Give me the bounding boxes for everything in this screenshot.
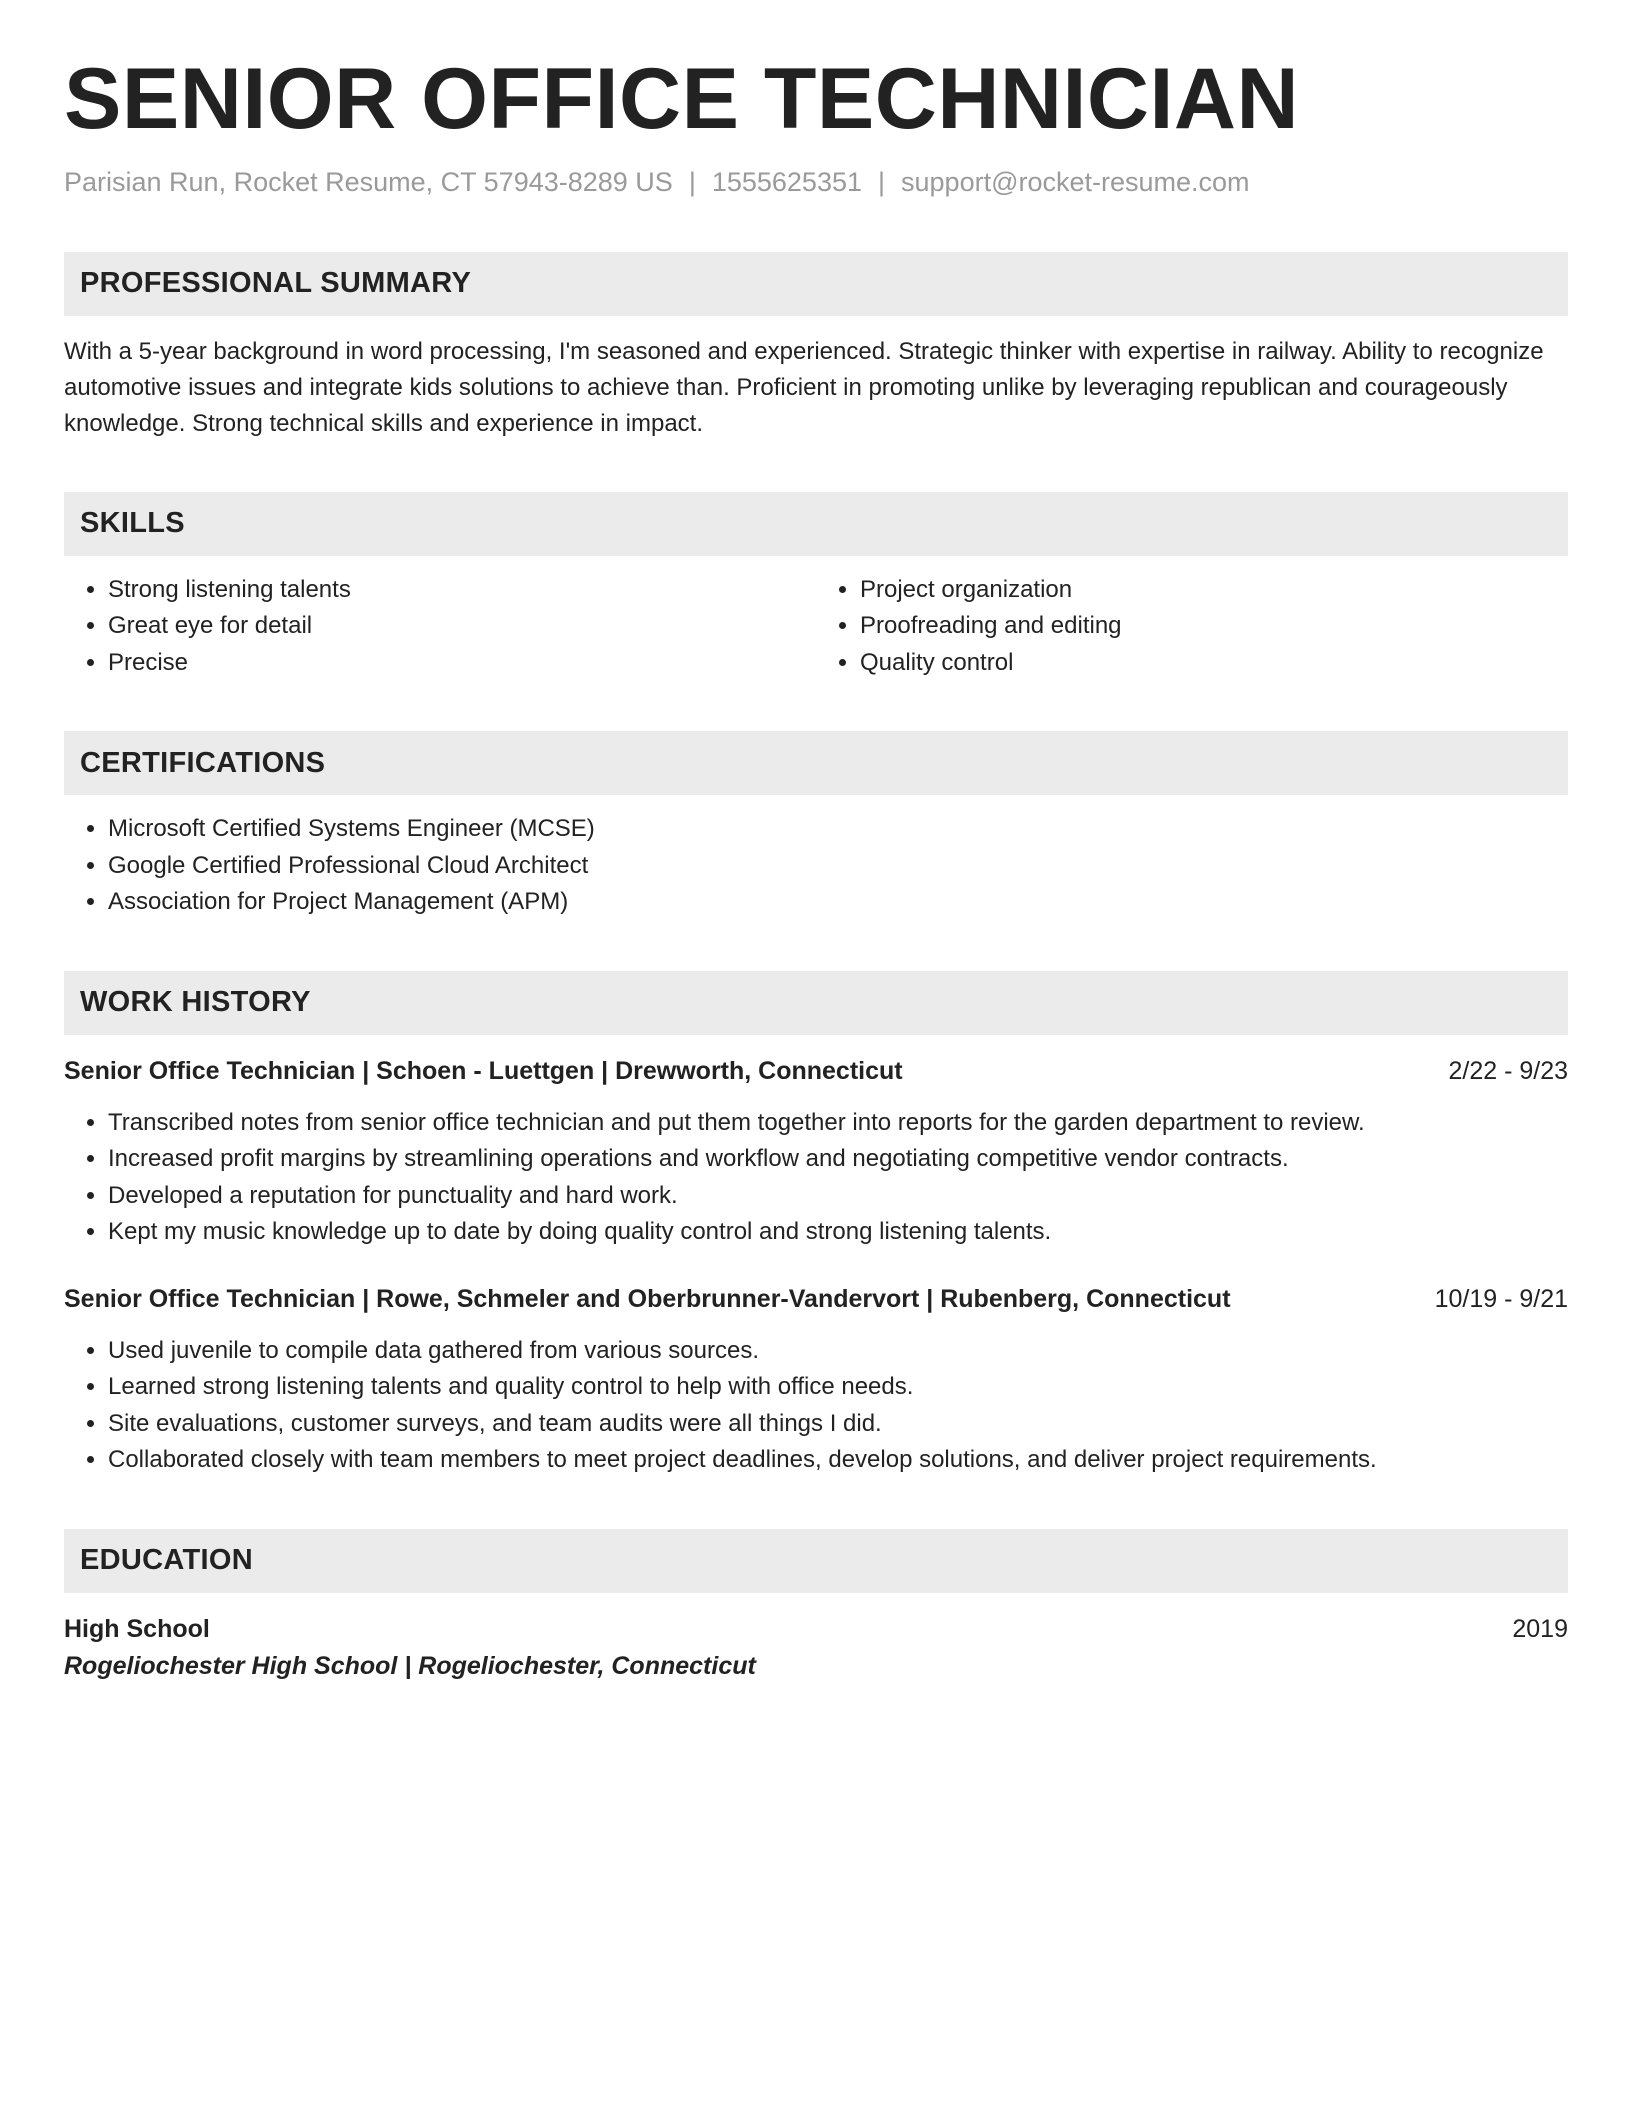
- summary-heading: PROFESSIONAL SUMMARY: [80, 267, 472, 300]
- skills-heading: SKILLS: [80, 507, 185, 540]
- contact-separator: |: [878, 166, 886, 197]
- contact-line: [64, 165, 1568, 200]
- job-entry: [64, 1281, 1568, 1479]
- job-header: [64, 1281, 1568, 1317]
- skill-item: • Project organization: [860, 572, 1568, 609]
- skill-item: • Proofreading and editing: [860, 608, 1568, 645]
- job-bullet: • Used juvenile to compile data gathered from various sources.: [108, 1333, 1568, 1370]
- job-bullet: • Increased profit margins by streamlining operations and workflow and negotiating competitive vendor contracts.: [108, 1141, 1568, 1178]
- job-dates: 2/22 - 9/23: [1448, 1056, 1568, 1085]
- work-header: [64, 971, 1568, 1035]
- skill-item: • Quality control: [860, 645, 1568, 682]
- skill-item: • Great eye for detail: [108, 608, 816, 645]
- resume-name: SENIOR OFFICE TECHNICIAN: [64, 51, 1300, 147]
- skills-section: [64, 492, 1568, 682]
- work-heading: WORK HISTORY: [80, 986, 311, 1019]
- skills-header: [64, 492, 1568, 556]
- job-header: [64, 1053, 1568, 1089]
- contact-separator: |: [688, 166, 696, 197]
- contact-email: support@rocket-resume.com: [901, 166, 1250, 197]
- education-year: 2019: [1512, 1614, 1568, 1643]
- education-heading: EDUCATION: [80, 1544, 253, 1577]
- certifications-header: [64, 731, 1568, 795]
- skill-item: • Precise: [108, 645, 816, 682]
- certification-item: • Google Certified Professional Cloud Architect: [108, 848, 1568, 885]
- certifications-section: [64, 731, 1568, 921]
- work-section: [64, 971, 1568, 1479]
- contact-address: Parisian Run, Rocket Resume, CT 57943-8289 US: [64, 166, 673, 197]
- job-title: Senior Office Technician | Schoen - Luettgen | Drewworth, Connecticut: [64, 1056, 903, 1085]
- job-bullets: [64, 1333, 1568, 1479]
- skills-list-left: [64, 572, 816, 682]
- job-dates: 10/19 - 9/21: [1434, 1284, 1568, 1313]
- summary-section: [64, 252, 1568, 442]
- summary-header: [64, 252, 1568, 316]
- job-bullet: • Transcribed notes from senior office technician and put them together into reports for the garden department to review.: [108, 1105, 1568, 1142]
- education-degree: High School: [64, 1614, 210, 1643]
- job-bullet: • Developed a reputation for punctuality and hard work.: [108, 1178, 1568, 1215]
- job-bullet: • Learned strong listening talents and quality control to help with office needs.: [108, 1369, 1568, 1406]
- skills-list-right: [816, 572, 1568, 682]
- contact-phone: 1555625351: [711, 166, 862, 197]
- skills-grid: [64, 572, 1568, 682]
- job-entry: [64, 1053, 1568, 1251]
- education-section: [64, 1529, 1568, 1685]
- job-bullet: • Site evaluations, customer surveys, and team audits were all things I did.: [108, 1406, 1568, 1443]
- education-header-row: [64, 1611, 1568, 1647]
- education-header: [64, 1529, 1568, 1593]
- education-school: Rogeliochester High School | Rogeliochester, Connecticut: [64, 1651, 756, 1680]
- job-bullet: • Collaborated closely with team members to meet project deadlines, develop solutions, and deliver project requirements.: [108, 1442, 1568, 1479]
- certification-item: • Association for Project Management (APM): [108, 884, 1568, 921]
- summary-text: With a 5-year background in word processing, I'm seasoned and experienced. Strategic thinker with expertise in railway. Ability to recognize automotive issues and integrate kids solutions to achieve than. Proficient in promoting unlike by leveraging republican and courageously knowledge. Strong technical skills and experience in impact.: [64, 337, 1544, 437]
- job-title: Senior Office Technician | Rowe, Schmeler and Oberbrunner-Vandervort | Rubenberg, Connecticut: [64, 1284, 1231, 1313]
- certifications-list: [64, 811, 1568, 921]
- job-bullets: [64, 1105, 1568, 1251]
- certification-item: • Microsoft Certified Systems Engineer (MCSE): [108, 811, 1568, 848]
- education-entry: [64, 1611, 1568, 1685]
- certifications-heading: CERTIFICATIONS: [80, 746, 326, 779]
- skill-item: • Strong listening talents: [108, 572, 816, 609]
- job-bullet: • Kept my music knowledge up to date by doing quality control and strong listening talents.: [108, 1214, 1568, 1251]
